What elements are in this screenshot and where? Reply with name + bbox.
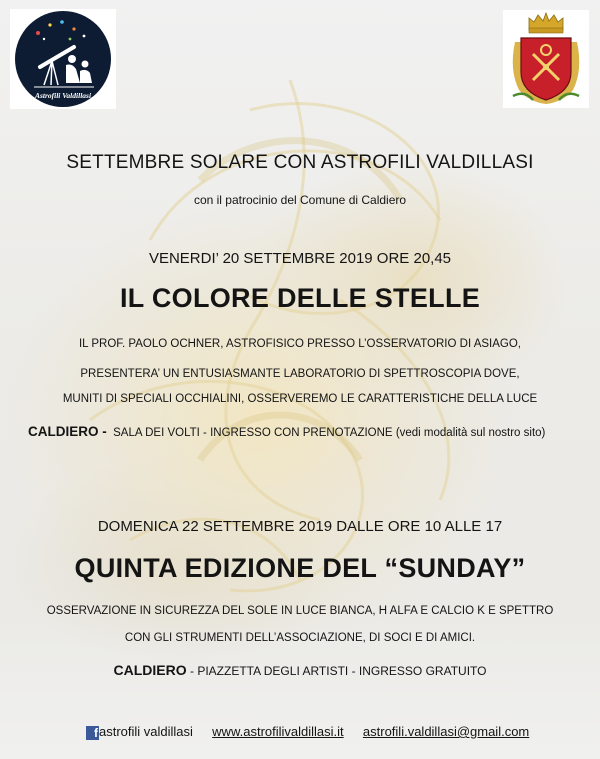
event1-description-line: PRESENTERA’ UN ENTUSIASMANTE LABORATORIO DI SPETTROSCOPIA DOVE, [80,368,520,380]
facebook-page-link[interactable]: astrofili valdillasi [99,724,193,739]
astrofili-logo [10,9,116,109]
event1-date: VENERDI’ 20 SETTEMBRE 2019 ORE 20,45 [148,250,452,267]
logo-text: Astrofili Valdillasi [34,91,92,100]
event1-description-line: IL PROF. PAOLO OCHNER, ASTROFISICO PRESSO L’OSSERVATORIO DI ASIAGO, [78,338,521,350]
event2-venue-text: - PIAZZETTA DEGLI ARTISTI - INGRESSO GRATUITO [189,664,487,678]
event1-description-line: MUNITI DI SPECIALI OCCHIALINI, OSSERVEREMO LE CARATTERISTICHE DELLA LUCE [62,393,538,405]
astronomy-club-logo-icon [10,9,116,109]
event2-venue [0,662,600,678]
contact-footer [86,724,529,740]
event2-title: QUINTA EDIZIONE DEL “SUNDAY” [74,553,526,583]
series-title: SETTEMBRE SOLARE CON ASTROFILI VALDILLASI [66,152,534,173]
facebook-icon[interactable]: f [86,726,99,740]
website-link[interactable]: www.astrofilivaldillasi.it [212,724,344,739]
patronage-text: con il patrocinio del Comune di Caldiero [193,193,407,207]
event2-venue-label: CALDIERO [113,662,187,678]
event2-description-line: OSSERVAZIONE IN SICUREZZA DEL SOLE IN LUCE BIANCA, H ALFA E CALCIO K E SPETTRO [46,605,554,617]
caldiero-coat-of-arms [503,10,589,108]
event2-description-line: CON GLI STRUMENTI DELL’ASSOCIAZIONE, DI SOCI E DI AMICI. [124,632,476,644]
event1-venue-label: CALDIERO - [28,424,107,439]
email-link[interactable]: astrofili.valdillasi@gmail.com [362,724,530,739]
event1-venue [28,424,545,439]
event2-date: DOMENICA 22 SETTEMBRE 2019 DALLE ORE 10 ALLE 17 [97,518,503,535]
event1-title: IL COLORE DELLE STELLE [119,283,481,313]
coat-of-arms-icon [503,10,589,108]
event1-venue-text: SALA DEI VOLTI - INGRESSO CON PRENOTAZIONE [113,427,393,439]
event1-venue-note: (vedi modalità sul nostro sito) [395,427,546,439]
